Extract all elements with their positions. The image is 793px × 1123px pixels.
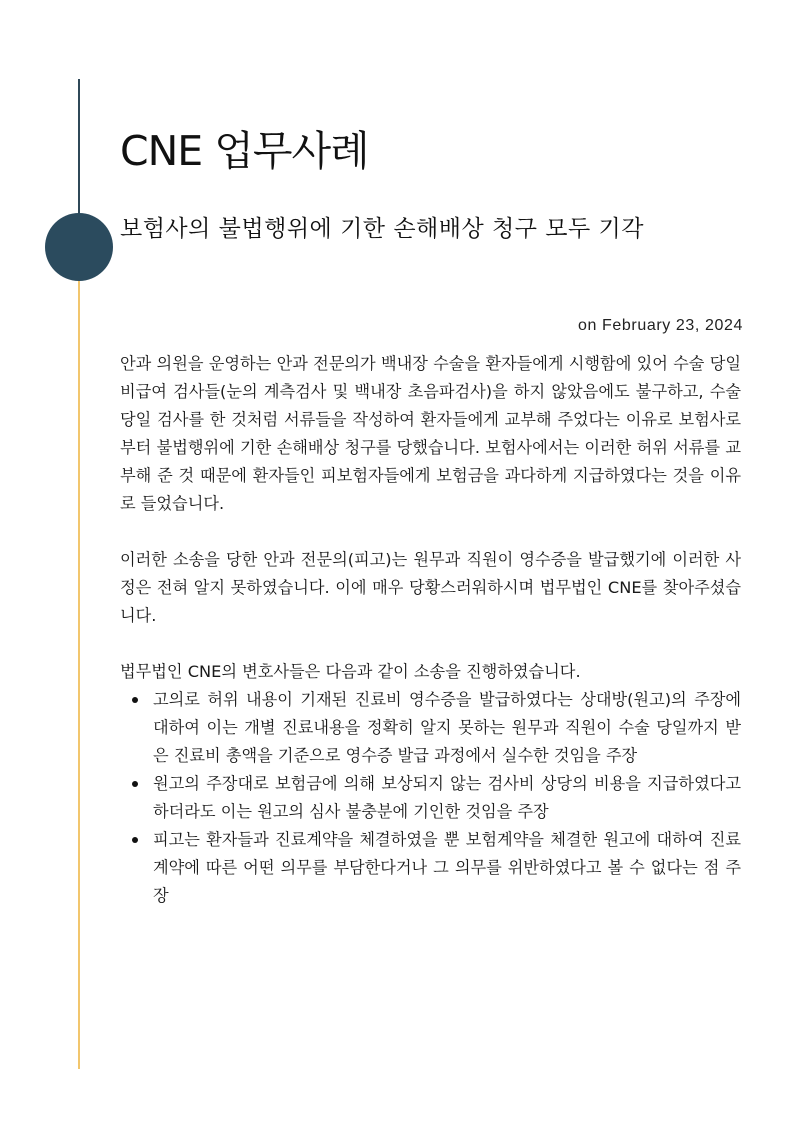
paragraph-spacer <box>120 518 741 546</box>
publish-date: on February 23, 2024 <box>578 317 743 334</box>
timeline-dot <box>45 213 113 281</box>
list-item <box>153 826 741 910</box>
list-item-text: 원고의 주장대로 보험금에 의해 보상되지 않는 검사비 상당의 비용을 지급하였다고 하더라도 이는 원고의 심사 불충분에 기인한 것임을 주장 <box>153 774 741 821</box>
timeline-line-bottom <box>78 247 80 1069</box>
page-title: CNE 업무사례 <box>120 127 369 175</box>
paragraph-spacer <box>120 630 741 658</box>
article-body <box>120 350 741 910</box>
bullet-icon <box>132 697 138 703</box>
list-item <box>153 686 741 770</box>
paragraph-background: 안과 의원을 운영하는 안과 전문의가 백내장 수술을 환자들에게 시행함에 있어 수술 당일 비급여 검사들(눈의 계측검사 및 백내장 초음파검사)을 하지 않았음에도 불구하고, 수술 당일 검사를 한 것처럼 서류들을 작성하여 환자들에게 교부해 주었다는 이유로 보험사로부터 불법행위에 기한 손해배상 청구를 당했습니다. 보험사에서는 이러한 허위 서류를 교부해 준 것 때문에 환자들인 피보험자들에게 보험금을 과다하게 지급하였다는 것을 이유로 들었습니다. <box>120 354 741 513</box>
page-subtitle: 보험사의 불법행위에 기한 손해배상 청구 모두 기각 <box>120 216 644 242</box>
paragraph-intro: 법무법인 CNE의 변호사들은 다음과 같이 소송을 진행하였습니다. <box>120 662 581 681</box>
list-item-text: 피고는 환자들과 진료계약을 체결하였을 뿐 보험계약을 체결한 원고에 대하여 진료계약에 따른 어떤 의무를 부담한다거나 그 의무를 위반하였다고 볼 수 없다는 점 주장 <box>153 830 741 905</box>
bullet-icon <box>132 781 138 787</box>
list-item <box>153 770 741 826</box>
list-item-text: 고의로 허위 내용이 기재된 진료비 영수증을 발급하였다는 상대방(원고)의 주장에 대하여 이는 개별 진료내용을 정확히 알지 못하는 원무과 직원이 수술 당일까지 받은 진료비 총액을 기준으로 영수증 발급 과정에서 실수한 것임을 주장 <box>153 690 741 765</box>
argument-list <box>120 686 741 910</box>
bullet-icon <box>132 837 138 843</box>
paragraph-situation: 이러한 소송을 당한 안과 전문의(피고)는 원무과 직원이 영수증을 발급했기에 이러한 사정은 전혀 알지 못하였습니다. 이에 매우 당황스러워하시며 법무법인 CNE를 찾아주셨습니다. <box>120 550 741 625</box>
